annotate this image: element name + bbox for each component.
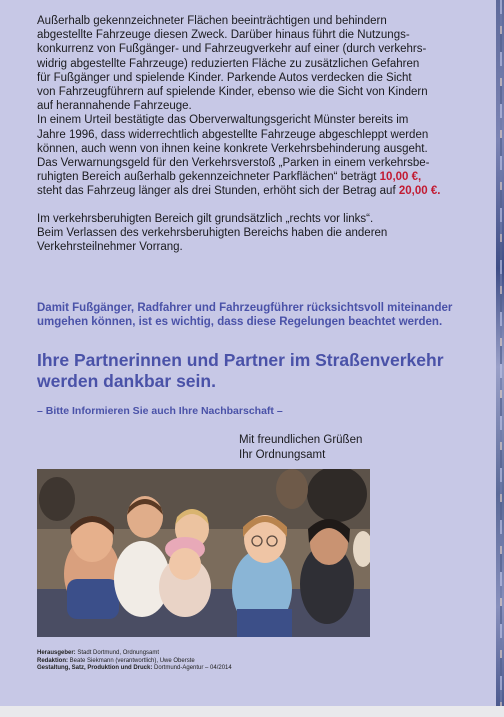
imprint-production-value: Dortmund-Agentur – 04/2014 bbox=[152, 665, 232, 672]
fine-line-2 bbox=[37, 184, 457, 198]
imprint-publisher-value: Stadt Dortmund, Ordnungsamt bbox=[75, 650, 160, 656]
closing-greeting bbox=[239, 433, 362, 462]
headline bbox=[37, 350, 457, 392]
body-line: In einem Urteil bestätigte das Oberverwaltungsgericht Münster bereits im bbox=[37, 114, 409, 127]
page-bottom-margin bbox=[0, 706, 504, 717]
imprint bbox=[37, 650, 337, 673]
imprint-editor bbox=[37, 658, 337, 666]
headline-line: werden dankbar sein. bbox=[37, 371, 216, 391]
headline-line: Ihre Partnerinnen und Partner im Straßenverkehr bbox=[37, 350, 444, 370]
fine-amount: 10,00 €, bbox=[379, 171, 422, 184]
blue-note-line: umgehen können, ist es wichtig, dass diese Regelungen beachtet werden. bbox=[37, 316, 443, 329]
body-line: abgestellte Fahrzeuge diesen Zweck. Darüber hinaus führt die Nutzungs- bbox=[37, 29, 410, 42]
imprint-publisher-label: Herausgeber: bbox=[37, 650, 76, 656]
blue-note bbox=[37, 301, 457, 329]
body-line: von Fahrzeugführern auf spielende Kinder, ebenso wie die Sicht von Kindern bbox=[37, 86, 428, 99]
imprint-production-label: Gestaltung, Satz, Produktion und Druck: bbox=[37, 665, 153, 672]
fine-line bbox=[37, 170, 457, 184]
body-line: konkurrenz von Fußgänger- und Fahrzeugverkehr auf einer (durch verkehrs- bbox=[37, 43, 427, 56]
fine-text-2: steht das Fahrzeug länger als drei Stunden, erhöht sich der Betrag auf bbox=[37, 185, 399, 198]
body-line: Das Verwarnungsgeld für den Verkehrsverstoß „Parken in einem verkehrsbe- bbox=[37, 157, 430, 170]
signature-line: Ihr Ordnungsamt bbox=[239, 448, 326, 461]
body-line: Jahre 1996, dass widerrechtlich abgestellte Fahrzeuge abgeschleppt werden bbox=[37, 128, 429, 141]
fine-text: ruhigten Bereich außerhalb gekennzeichneter Parkflächen“ beträgt bbox=[37, 171, 380, 184]
adjacent-page-stripe bbox=[500, 0, 502, 706]
body-line: auf herannahende Fahrzeuge. bbox=[37, 100, 192, 113]
greeting-line: Mit freundlichen Grüßen bbox=[239, 434, 363, 446]
body-text bbox=[37, 14, 457, 254]
body-line: Im verkehrsberuhigten Bereich gilt grundsätzlich „rechts vor links“. bbox=[37, 212, 374, 225]
body-line: Beim Verlassen des verkehrsberuhigten Bereichs haben die anderen bbox=[37, 226, 388, 239]
imprint-publisher bbox=[37, 650, 337, 658]
body-line: widrig abgestellte Fahrzeuge) reduzierten Fläche zu zusätzlichen Gefahren bbox=[37, 57, 420, 70]
children-photo-illustration bbox=[37, 469, 370, 637]
fine-amount-increased: 20,00 €. bbox=[398, 185, 441, 198]
neighbourhood-hint: – Bitte Informieren Sie auch Ihre Nachbarschaft – bbox=[37, 405, 283, 417]
body-line: können, auch wenn von ihnen keine konkrete Verkehrsbehinderung ausgeht. bbox=[37, 142, 428, 155]
imprint-production bbox=[37, 665, 337, 673]
imprint-editor-label: Redaktion: bbox=[37, 657, 69, 664]
body-line: Verkehrsteilnehmer Vorrang. bbox=[37, 241, 183, 254]
imprint-editor-value: Beate Siekmann (verantwortlich), Uwe Oberste bbox=[68, 657, 195, 664]
body-line: Außerhalb gekennzeichneter Flächen beeinträchtigen und behindern bbox=[37, 15, 387, 27]
paragraph-gap bbox=[37, 199, 457, 212]
blue-note-line: Damit Fußgänger, Radfahrer und Fahrzeugführer rücksichtsvoll miteinander bbox=[37, 302, 453, 314]
body-line: für Fußgänger und spielende Kinder. Parkende Autos verdecken die Sicht bbox=[37, 71, 412, 84]
children-photo bbox=[37, 469, 370, 637]
